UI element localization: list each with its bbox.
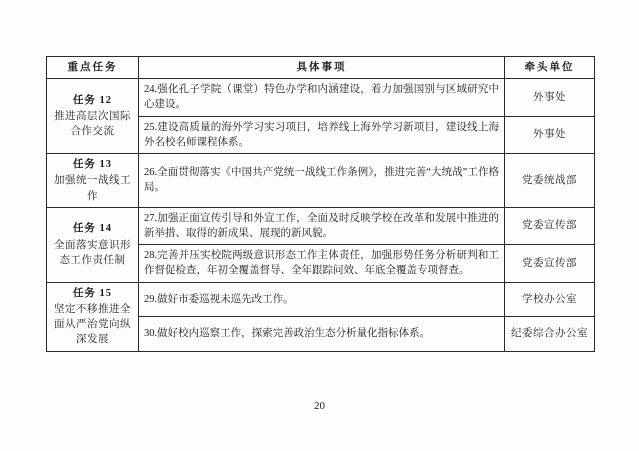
table-body <box>47 79 595 351</box>
task-cell <box>47 282 139 351</box>
owner-cell: 党委统战部 <box>505 154 595 208</box>
owner-cell: 党委宣传部 <box>505 245 595 282</box>
item-cell: 27.加强正面宣传引导和外宣工作，全面及时反映学校在改革和发展中推进的新举措、取得的新成果、展现的新风貌。 <box>139 207 505 244</box>
table-row <box>47 79 595 116</box>
item-cell: 25.建设高质量的海外学习实习项目，培养线上海外学习新项目，建设线上海外名校名师课程体系。 <box>139 116 505 153</box>
task-description: 加强统一战线工作 <box>54 175 131 202</box>
task-cell <box>47 207 139 282</box>
item-cell: 26.全面贯彻落实《中国共产党统一战线工作条例》，推进完善“大统战”工作格局。 <box>139 154 505 208</box>
owner-cell: 党委宣传部 <box>505 207 595 244</box>
table-header-row <box>47 57 595 79</box>
task-title: 任务 12 <box>72 94 113 106</box>
task-cell <box>47 79 139 154</box>
table-header <box>47 57 595 79</box>
table-row <box>47 154 595 208</box>
column-header-item: 具体事项 <box>139 57 505 79</box>
task-table-container <box>46 56 594 352</box>
task-title: 任务 15 <box>72 287 113 299</box>
task-table <box>46 56 595 352</box>
task-cell <box>47 154 139 208</box>
item-cell: 28.完善并压实校院两级意识形态工作主体责任，加强形势任务分析研判和工作督促检查，年初全覆盖督导、全年跟踪问效、年底全覆盖专项督查。 <box>139 245 505 282</box>
column-header-task: 重点任务 <box>47 57 139 79</box>
table-row <box>47 207 595 244</box>
owner-cell: 外事处 <box>505 79 595 116</box>
item-cell: 29.做好市委巡视未巡先改工作。 <box>139 282 505 316</box>
owner-cell: 纪委综合办公室 <box>505 317 595 351</box>
column-header-owner: 牵头单位 <box>505 57 595 79</box>
owner-cell: 学校办公室 <box>505 282 595 316</box>
page-number: 20 <box>314 400 325 412</box>
owner-cell: 外事处 <box>505 116 595 153</box>
item-cell: 24.强化孔子学院（课堂）特色办学和内涵建设，着力加强国别与区域研究中心建设。 <box>139 79 505 116</box>
task-description: 全面落实意识形态工作责任制 <box>54 239 131 266</box>
table-row <box>47 282 595 316</box>
task-description: 推进高层次国际合作交流 <box>54 111 131 138</box>
task-title: 任务 13 <box>72 159 113 171</box>
task-description: 坚定不移推进全面从严治党向纵深发展 <box>54 303 131 346</box>
item-cell: 30.做好校内巡察工作，探索完善政治生态分析量化指标体系。 <box>139 317 505 351</box>
task-title: 任务 14 <box>72 223 113 235</box>
